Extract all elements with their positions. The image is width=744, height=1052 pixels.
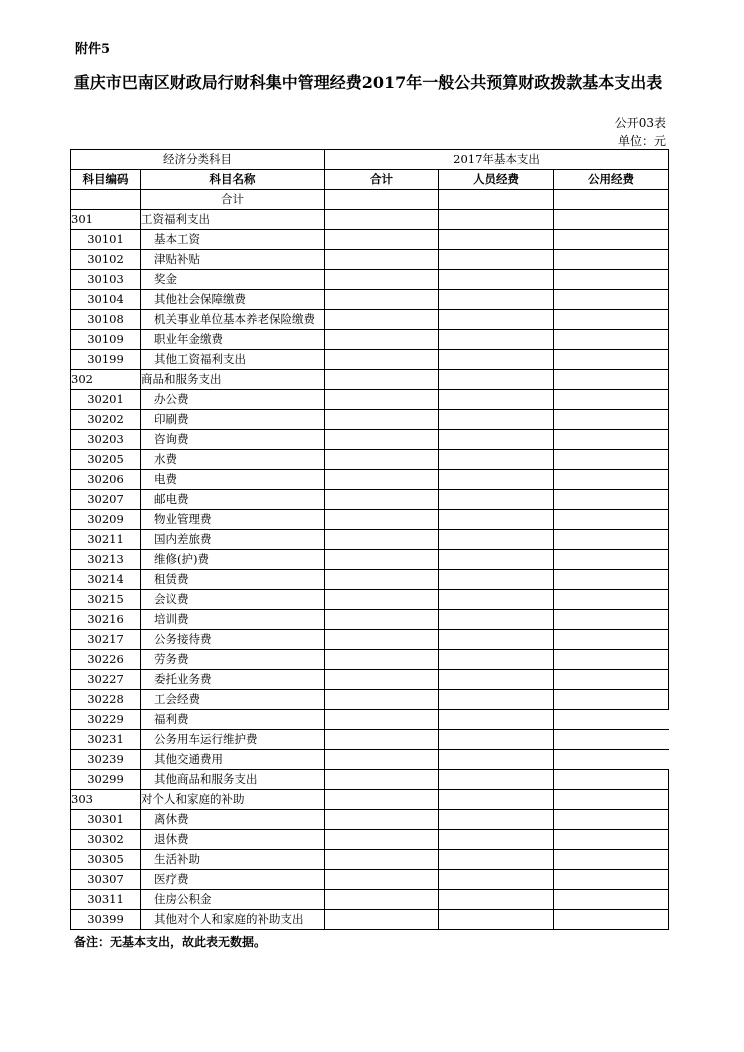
row-personnel xyxy=(439,870,554,890)
row-personnel xyxy=(439,430,554,450)
row-name: 工资福利支出 xyxy=(141,210,325,230)
row-public xyxy=(554,250,669,270)
row-code: 30231 xyxy=(71,730,141,750)
row-personnel xyxy=(439,490,554,510)
row-name: 商品和服务支出 xyxy=(141,370,325,390)
row-public xyxy=(554,350,669,370)
row-code: 30226 xyxy=(71,650,141,670)
row-code: 30104 xyxy=(71,290,141,310)
table-row xyxy=(71,830,669,850)
row-code: 30215 xyxy=(71,590,141,610)
row-public xyxy=(554,870,669,890)
row-personnel xyxy=(439,470,554,490)
row-code: 30227 xyxy=(71,670,141,690)
row-personnel xyxy=(439,530,554,550)
total-row-code xyxy=(71,190,141,210)
row-code: 30211 xyxy=(71,530,141,550)
row-code: 30203 xyxy=(71,430,141,450)
row-name: 其他对个人和家庭的补助支出 xyxy=(141,910,325,930)
row-personnel xyxy=(439,610,554,630)
row-code: 30216 xyxy=(71,610,141,630)
row-public xyxy=(554,490,669,510)
table-row xyxy=(71,710,669,730)
table-row xyxy=(71,890,669,910)
row-personnel xyxy=(439,630,554,650)
row-name: 劳务费 xyxy=(141,650,325,670)
row-name: 住房公积金 xyxy=(141,890,325,910)
header-economic-classification: 经济分类科目 xyxy=(71,150,325,170)
footnote: 备注：无基本支出，故此表无数据。 xyxy=(74,935,267,949)
budget-table xyxy=(70,149,669,930)
row-public xyxy=(554,810,669,830)
row-code: 30102 xyxy=(71,250,141,270)
row-total xyxy=(325,850,439,870)
row-code: 30109 xyxy=(71,330,141,350)
header-basic-expenditure: 2017年基本支出 xyxy=(325,150,669,170)
row-public xyxy=(554,510,669,530)
row-total xyxy=(325,750,439,770)
row-public xyxy=(554,730,669,750)
row-total xyxy=(325,410,439,430)
row-public xyxy=(554,670,669,690)
row-name: 对个人和家庭的补助 xyxy=(141,790,325,810)
table-row xyxy=(71,490,669,510)
row-personnel xyxy=(439,890,554,910)
row-total xyxy=(325,490,439,510)
table-row xyxy=(71,250,669,270)
row-total xyxy=(325,350,439,370)
header-row-2 xyxy=(71,170,669,190)
row-personnel xyxy=(439,790,554,810)
header-code: 科目编码 xyxy=(71,170,141,190)
row-total xyxy=(325,470,439,490)
row-total xyxy=(325,770,439,790)
row-name: 津贴补贴 xyxy=(141,250,325,270)
row-total xyxy=(325,590,439,610)
row-name: 其他交通费用 xyxy=(141,750,325,770)
row-name: 咨询费 xyxy=(141,430,325,450)
row-total xyxy=(325,370,439,390)
row-total xyxy=(325,210,439,230)
row-personnel xyxy=(439,290,554,310)
table-row xyxy=(71,750,669,770)
row-personnel xyxy=(439,770,554,790)
row-name: 基本工资 xyxy=(141,230,325,250)
table-row xyxy=(71,510,669,530)
header-total: 合计 xyxy=(325,170,439,190)
row-personnel xyxy=(439,250,554,270)
row-personnel xyxy=(439,910,554,930)
table-row xyxy=(71,390,669,410)
row-total xyxy=(325,690,439,710)
row-name: 电费 xyxy=(141,470,325,490)
table-row xyxy=(71,530,669,550)
form-number: 公开03表 xyxy=(614,116,666,130)
row-public xyxy=(554,410,669,430)
unit-label: 单位：元 xyxy=(617,134,666,148)
row-total xyxy=(325,270,439,290)
row-code: 30207 xyxy=(71,490,141,510)
row-name: 印刷费 xyxy=(141,410,325,430)
row-name: 会议费 xyxy=(141,590,325,610)
row-total xyxy=(325,290,439,310)
row-public xyxy=(554,370,669,390)
row-code: 30209 xyxy=(71,510,141,530)
row-total xyxy=(325,330,439,350)
row-code: 30199 xyxy=(71,350,141,370)
table-row xyxy=(71,550,669,570)
table-row xyxy=(71,430,669,450)
row-public xyxy=(554,390,669,410)
row-name: 其他商品和服务支出 xyxy=(141,770,325,790)
row-public xyxy=(554,590,669,610)
row-name: 职业年金缴费 xyxy=(141,330,325,350)
table-row xyxy=(71,590,669,610)
row-total xyxy=(325,430,439,450)
row-personnel xyxy=(439,350,554,370)
header-row-1 xyxy=(71,150,669,170)
row-public xyxy=(554,530,669,550)
row-public xyxy=(554,710,669,730)
table-body xyxy=(71,190,669,930)
row-total xyxy=(325,550,439,570)
row-public xyxy=(554,430,669,450)
table-row xyxy=(71,330,669,350)
row-total xyxy=(325,810,439,830)
row-name: 培训费 xyxy=(141,610,325,630)
row-public xyxy=(554,330,669,350)
table-row xyxy=(71,410,669,430)
row-total xyxy=(325,450,439,470)
row-name: 委托业务费 xyxy=(141,670,325,690)
row-code: 30217 xyxy=(71,630,141,650)
row-code: 30103 xyxy=(71,270,141,290)
row-total xyxy=(325,870,439,890)
row-code: 30301 xyxy=(71,810,141,830)
row-name: 维修(护)费 xyxy=(141,550,325,570)
row-total xyxy=(325,610,439,630)
row-name: 公务用车运行维护费 xyxy=(141,730,325,750)
row-code: 30201 xyxy=(71,390,141,410)
row-public xyxy=(554,650,669,670)
row-public xyxy=(554,290,669,310)
row-public xyxy=(554,690,669,710)
row-code: 30299 xyxy=(71,770,141,790)
row-public xyxy=(554,890,669,910)
row-public xyxy=(554,230,669,250)
row-public xyxy=(554,570,669,590)
table-row xyxy=(71,310,669,330)
row-name: 办公费 xyxy=(141,390,325,410)
row-personnel xyxy=(439,330,554,350)
row-public xyxy=(554,830,669,850)
row-name: 退休费 xyxy=(141,830,325,850)
row-name: 奖金 xyxy=(141,270,325,290)
row-total xyxy=(325,730,439,750)
table-row xyxy=(71,290,669,310)
header-public: 公用经费 xyxy=(554,170,669,190)
row-code: 30108 xyxy=(71,310,141,330)
row-personnel xyxy=(439,370,554,390)
table-row xyxy=(71,630,669,650)
table-row xyxy=(71,210,669,230)
row-total xyxy=(325,890,439,910)
row-code: 30206 xyxy=(71,470,141,490)
row-code: 30214 xyxy=(71,570,141,590)
row-personnel xyxy=(439,690,554,710)
row-name: 福利费 xyxy=(141,710,325,730)
row-personnel xyxy=(439,810,554,830)
row-personnel xyxy=(439,270,554,290)
row-public xyxy=(554,750,669,770)
table-row xyxy=(71,570,669,590)
row-personnel xyxy=(439,210,554,230)
row-personnel xyxy=(439,590,554,610)
row-total xyxy=(325,390,439,410)
row-code: 30205 xyxy=(71,450,141,470)
total-row-total xyxy=(325,190,439,210)
row-name: 其他工资福利支出 xyxy=(141,350,325,370)
row-personnel xyxy=(439,650,554,670)
row-public xyxy=(554,790,669,810)
row-public xyxy=(554,270,669,290)
row-personnel xyxy=(439,230,554,250)
row-personnel xyxy=(439,670,554,690)
row-personnel xyxy=(439,570,554,590)
row-code: 30307 xyxy=(71,870,141,890)
row-code: 30101 xyxy=(71,230,141,250)
row-code: 30213 xyxy=(71,550,141,570)
table-row xyxy=(71,670,669,690)
row-public xyxy=(554,850,669,870)
row-code: 302 xyxy=(71,370,141,390)
table-row xyxy=(71,370,669,390)
row-personnel xyxy=(439,550,554,570)
total-row-name: 合计 xyxy=(141,190,325,210)
row-total xyxy=(325,710,439,730)
row-total xyxy=(325,230,439,250)
table-row xyxy=(71,810,669,830)
row-public xyxy=(554,770,669,790)
header-personnel: 人员经费 xyxy=(439,170,554,190)
row-public xyxy=(554,910,669,930)
table-row xyxy=(71,270,669,290)
row-name: 生活补助 xyxy=(141,850,325,870)
row-personnel xyxy=(439,450,554,470)
row-total xyxy=(325,790,439,810)
row-name: 邮电费 xyxy=(141,490,325,510)
table-row xyxy=(71,910,669,930)
table-row xyxy=(71,870,669,890)
table-row xyxy=(71,690,669,710)
row-total xyxy=(325,250,439,270)
row-personnel xyxy=(439,830,554,850)
row-total xyxy=(325,670,439,690)
row-code: 30311 xyxy=(71,890,141,910)
row-total xyxy=(325,510,439,530)
row-public xyxy=(554,610,669,630)
row-name: 国内差旅费 xyxy=(141,530,325,550)
row-name: 公务接待费 xyxy=(141,630,325,650)
row-name: 其他社会保障缴费 xyxy=(141,290,325,310)
row-personnel xyxy=(439,510,554,530)
row-personnel xyxy=(439,310,554,330)
row-personnel xyxy=(439,730,554,750)
table-row xyxy=(71,790,669,810)
table-row xyxy=(71,770,669,790)
row-total xyxy=(325,630,439,650)
attachment-label: 附件5 xyxy=(75,42,111,57)
total-row-personnel xyxy=(439,190,554,210)
row-code: 30239 xyxy=(71,750,141,770)
table-row xyxy=(71,230,669,250)
table-row xyxy=(71,350,669,370)
row-total xyxy=(325,310,439,330)
row-name: 工会经费 xyxy=(141,690,325,710)
table-row xyxy=(71,610,669,630)
row-personnel xyxy=(439,390,554,410)
row-personnel xyxy=(439,850,554,870)
table-row xyxy=(71,450,669,470)
row-code: 30305 xyxy=(71,850,141,870)
row-public xyxy=(554,450,669,470)
table-row xyxy=(71,730,669,750)
row-total xyxy=(325,910,439,930)
row-code: 30229 xyxy=(71,710,141,730)
row-name: 离休费 xyxy=(141,810,325,830)
row-code: 30202 xyxy=(71,410,141,430)
table-row xyxy=(71,850,669,870)
row-total xyxy=(325,530,439,550)
row-public xyxy=(554,550,669,570)
row-code: 301 xyxy=(71,210,141,230)
row-personnel xyxy=(439,710,554,730)
row-code: 30302 xyxy=(71,830,141,850)
total-row xyxy=(71,190,669,210)
row-total xyxy=(325,570,439,590)
row-name: 租赁费 xyxy=(141,570,325,590)
table-row xyxy=(71,470,669,490)
total-row-public xyxy=(554,190,669,210)
row-total xyxy=(325,830,439,850)
row-name: 水费 xyxy=(141,450,325,470)
row-name: 机关事业单位基本养老保险缴费 xyxy=(141,310,325,330)
row-total xyxy=(325,650,439,670)
row-public xyxy=(554,630,669,650)
row-code: 30399 xyxy=(71,910,141,930)
row-code: 30228 xyxy=(71,690,141,710)
page-title: 重庆市巴南区财政局行财科集中管理经费2017年一般公共预算财政拨款基本支出表 xyxy=(73,73,663,92)
row-public xyxy=(554,310,669,330)
table-row xyxy=(71,650,669,670)
row-personnel xyxy=(439,410,554,430)
row-public xyxy=(554,210,669,230)
row-name: 医疗费 xyxy=(141,870,325,890)
row-public xyxy=(554,470,669,490)
header-name: 科目名称 xyxy=(141,170,325,190)
row-personnel xyxy=(439,750,554,770)
row-code: 303 xyxy=(71,790,141,810)
row-name: 物业管理费 xyxy=(141,510,325,530)
